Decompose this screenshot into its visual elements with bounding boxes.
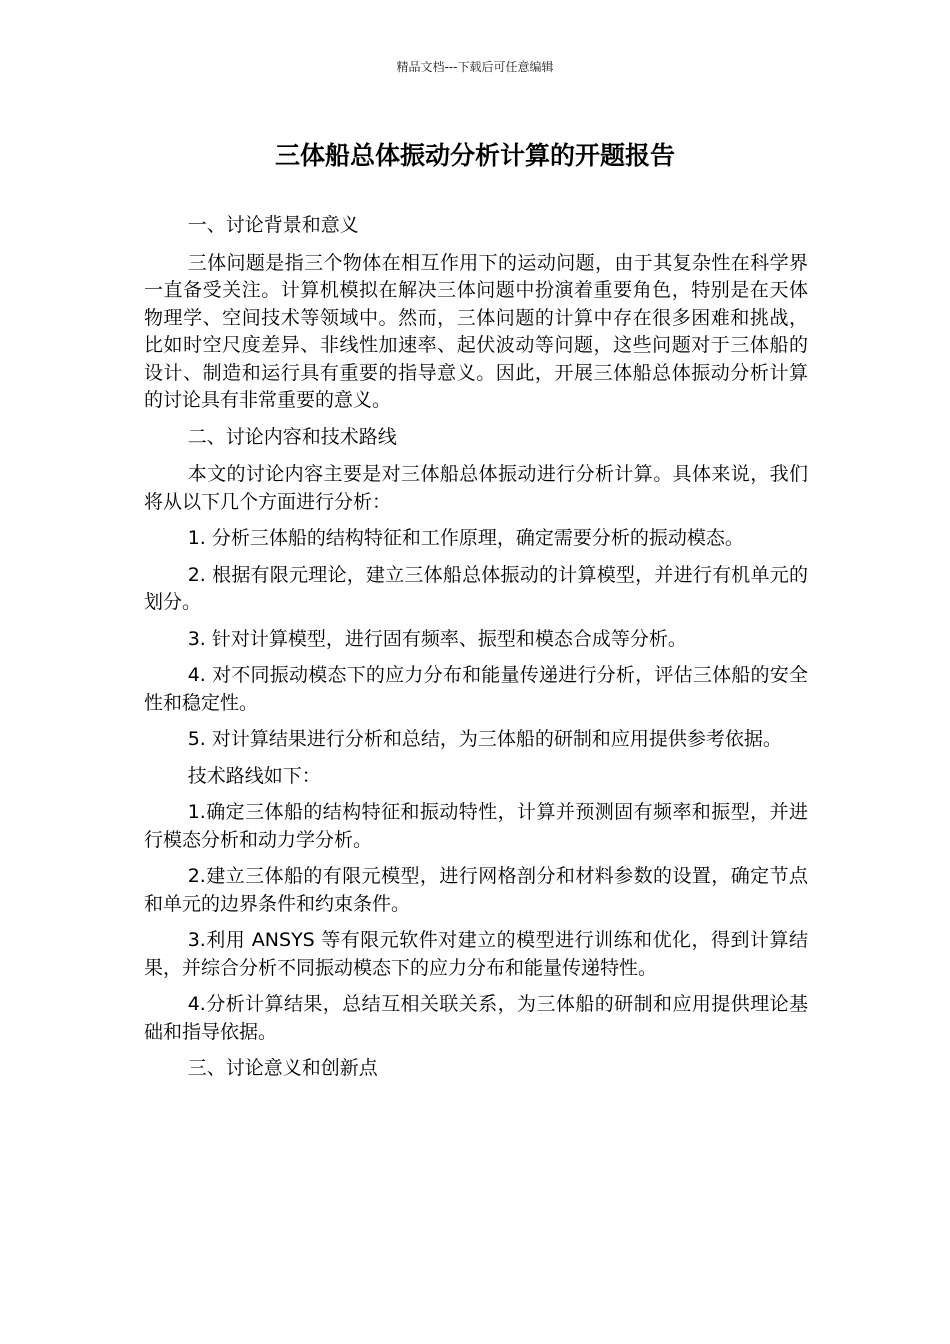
list-item-content-4: 4. 对不同振动模态下的应力分布和能量传递进行分析，评估三体船的安全性和稳定性。: [144, 664, 808, 714]
list-item-content-3: 3. 针对计算模型，进行固有频率、振型和模态合成等分析。: [187, 627, 687, 650]
section-heading-background: 一、讨论背景和意义: [187, 214, 359, 236]
document-body: [144, 212, 808, 1093]
section-heading-content: 二、讨论内容和技术路线: [187, 425, 397, 448]
paragraph-content-intro: 本文的讨论内容主要是对三体船总体振动进行分析计算。具体来说，我们将从以下几个方面进行分析：: [144, 463, 808, 513]
paragraph-background: 三体问题是指三个物体在相互作用下的运动问题，由于其复杂性在科学界一直备受关注。计算机模拟在解决三体问题中扮演着重要角色，特别是在天体物理学、空间技术等领域中。然而，三体问题的计算中存在很多困难和挑战，比如时空尺度差异、非线性加速率、起伏波动等问题，这些问题对于三体船的设计、制造和运行具有重要的指导意义。因此，开展三体船总体振动分析计算的讨论具有非常重要的意义。: [144, 251, 808, 411]
section-heading-significance: 三、讨论意义和创新点: [187, 1057, 378, 1079]
list-item-route-3: 3.利用 ANSYS 等有限元软件对建立的模型进行训练和优化，得到计算结果，并综合分析不同振动模态下的应力分布和能量传递特性。: [144, 929, 808, 979]
list-item-content-2: 2. 根据有限元理论，建立三体船总体振动的计算模型，并进行有机单元的划分。: [144, 563, 808, 613]
list-item-route-2: 2.建立三体船的有限元模型，进行网格剖分和材料参数的设置，确定节点和单元的边界条件和约束条件。: [144, 865, 808, 915]
list-item-content-5: 5. 对计算结果进行分析和总结，为三体船的研制和应用提供参考依据。: [187, 728, 782, 750]
list-item-route-1: 1.确定三体船的结构特征和振动特性，计算并预测固有频率和振型，并进行模态分析和动力学分析。: [144, 801, 808, 851]
list-item-route-4: 4.分析计算结果，总结互相关联关系，为三体船的研制和应用提供理论基础和指导依据。: [144, 993, 808, 1043]
header-note: 精品文档---下载后可任意编辑: [396, 60, 554, 74]
paragraph-route-intro: 技术路线如下：: [187, 764, 321, 787]
document-title: 三体船总体振动分析计算的开题报告: [274, 141, 675, 170]
list-item-content-1: 1. 分析三体船的结构特征和工作原理，确定需要分析的振动模态。: [187, 527, 744, 549]
